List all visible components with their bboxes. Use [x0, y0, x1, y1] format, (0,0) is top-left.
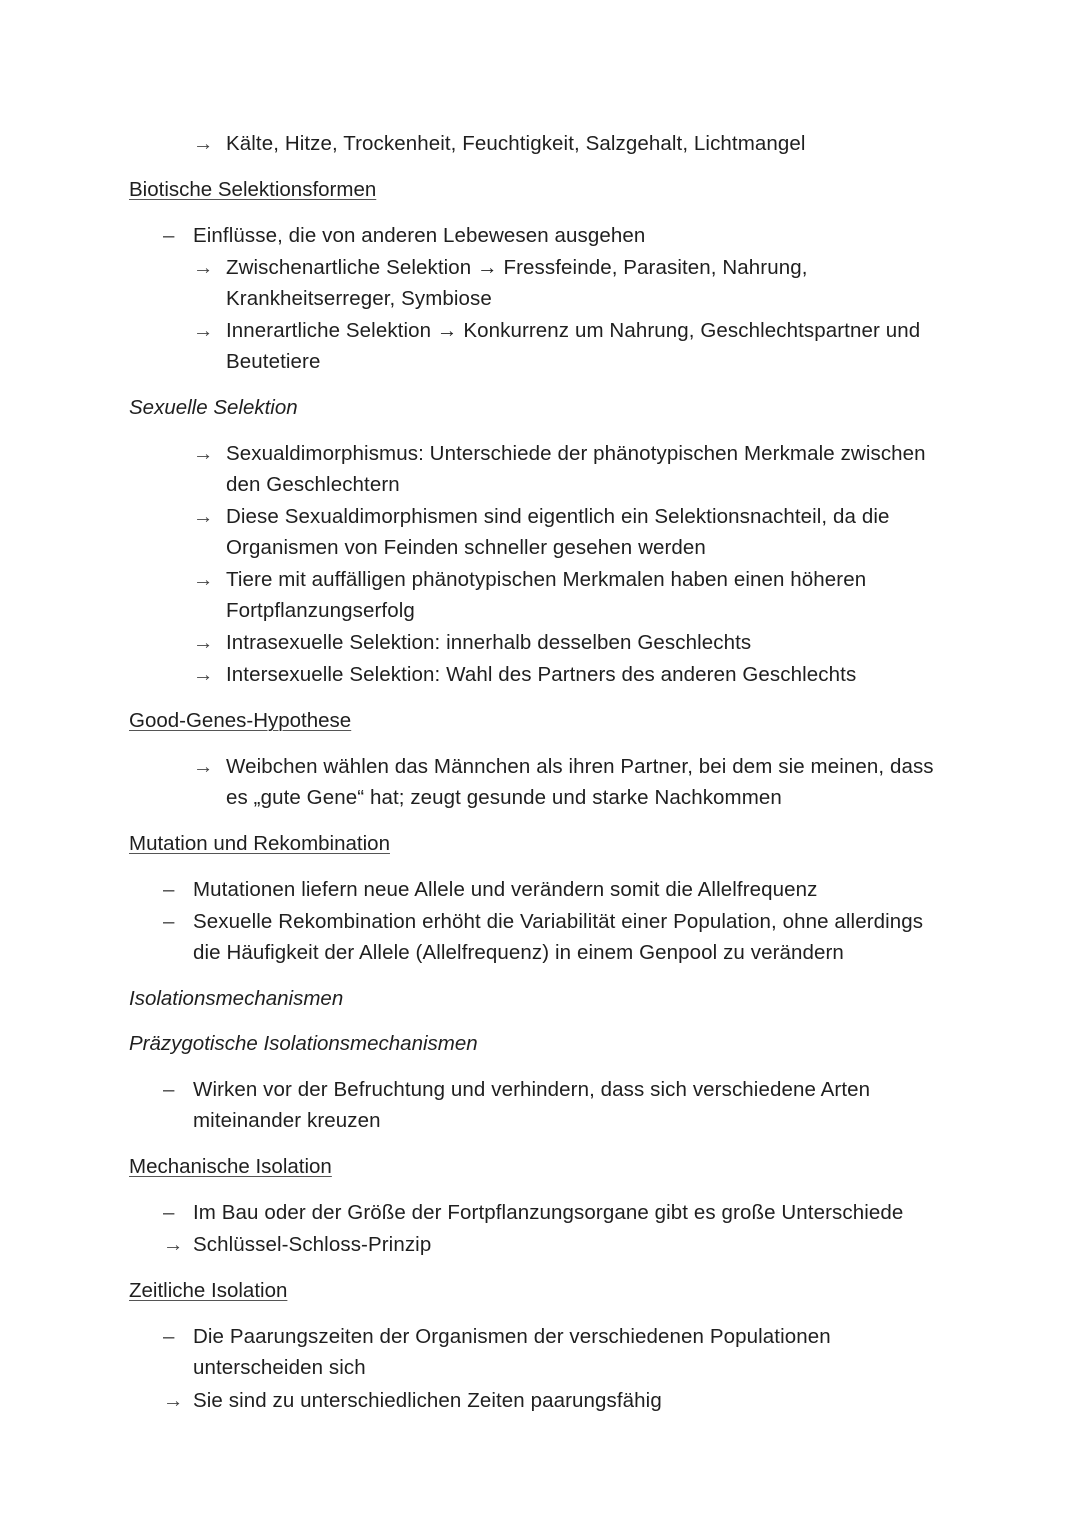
- list-item: Sexualdimorphismus: Unterschiede der phänotypischen Merkmale zwischen: [226, 442, 926, 465]
- section-heading-praezygotische-isolationsmechanismen: Präzygotische Isolationsmechanismen: [129, 1032, 478, 1055]
- list-item: Tiere mit auffälligen phänotypischen Merkmalen haben einen höheren: [226, 568, 867, 591]
- arrow-icon: →: [163, 1389, 184, 1412]
- dash-icon: –: [163, 910, 175, 933]
- list-item: Kälte, Hitze, Trockenheit, Feuchtigkeit, Salzgehalt, Lichtmangel: [226, 132, 806, 155]
- dash-icon: –: [163, 878, 175, 901]
- list-item-continuation: Fortpflanzungserfolg: [226, 599, 415, 622]
- dash-icon: –: [163, 1078, 175, 1101]
- list-item: Weibchen wählen das Männchen als ihren Partner, bei dem sie meinen, dass: [226, 755, 934, 778]
- arrow-icon: →: [193, 442, 214, 465]
- list-item: Diese Sexualdimorphismen sind eigentlich ein Selektionsnachteil, da die: [226, 505, 890, 528]
- list-item: Schlüssel-Schloss-Prinzip: [193, 1233, 432, 1256]
- list-item: Mutationen liefern neue Allele und verändern somit die Allelfrequenz: [193, 878, 818, 901]
- section-heading-sexuelle-selektion: Sexuelle Selektion: [129, 396, 298, 419]
- list-item: Die Paarungszeiten der Organismen der verschiedenen Populationen: [193, 1325, 831, 1348]
- arrow-icon: →: [193, 256, 214, 279]
- list-item-continuation: Organismen von Feinden schneller gesehen werden: [226, 536, 706, 559]
- dash-icon: –: [163, 224, 175, 247]
- arrow-icon: →: [163, 1233, 184, 1256]
- list-item: Im Bau oder der Größe der Fortpflanzungsorgane gibt es große Unterschiede: [193, 1201, 904, 1224]
- list-item: Intrasexuelle Selektion: innerhalb desselben Geschlechts: [226, 631, 752, 654]
- section-heading-mechanische-isolation: Mechanische Isolation: [129, 1155, 332, 1178]
- list-item-continuation: es „gute Gene“ hat; zeugt gesunde und starke Nachkommen: [226, 786, 782, 809]
- section-heading-zeitliche-isolation: Zeitliche Isolation: [129, 1279, 288, 1302]
- list-item: Wirken vor der Befruchtung und verhindern, dass sich verschiedene Arten: [193, 1078, 871, 1101]
- list-item: Sexuelle Rekombination erhöht die Variabilität einer Population, ohne allerdings: [193, 910, 924, 933]
- arrow-icon: →: [193, 319, 214, 342]
- section-heading-good-genes-hypothese: Good-Genes-Hypothese: [129, 709, 352, 732]
- list-item: Sie sind zu unterschiedlichen Zeiten paarungsfähig: [193, 1389, 662, 1412]
- list-item: Innerartliche Selektion → Konkurrenz um Nahrung, Geschlechtspartner und: [226, 319, 921, 342]
- section-heading-isolationsmechanismen: Isolationsmechanismen: [129, 987, 344, 1010]
- list-item-continuation: die Häufigkeit der Allele (Allelfrequenz) in einem Genpool zu verändern: [193, 941, 844, 964]
- section-heading-biotische-selektionsformen: Biotische Selektionsformen: [129, 178, 377, 201]
- section-heading-mutation-und-rekombination: Mutation und Rekombination: [129, 832, 390, 855]
- dash-icon: –: [163, 1201, 175, 1224]
- list-item-continuation: Beutetiere: [226, 350, 321, 373]
- list-item: Einflüsse, die von anderen Lebewesen ausgehen: [193, 224, 646, 247]
- list-item: Intersexuelle Selektion: Wahl des Partners des anderen Geschlechts: [226, 663, 857, 686]
- list-item-continuation: unterscheiden sich: [193, 1356, 366, 1379]
- arrow-icon: →: [193, 631, 214, 654]
- list-item-continuation: den Geschlechtern: [226, 473, 400, 496]
- arrow-icon: →: [193, 568, 214, 591]
- arrow-icon: →: [193, 505, 214, 528]
- arrow-icon: →: [193, 663, 214, 686]
- list-item-continuation: Krankheitserreger, Symbiose: [226, 287, 492, 310]
- list-item-continuation: miteinander kreuzen: [193, 1109, 381, 1132]
- arrow-icon: →: [193, 755, 214, 778]
- arrow-icon: →: [193, 132, 214, 155]
- dash-icon: –: [163, 1325, 175, 1348]
- list-item: Zwischenartliche Selektion → Fressfeinde, Parasiten, Nahrung,: [226, 256, 808, 279]
